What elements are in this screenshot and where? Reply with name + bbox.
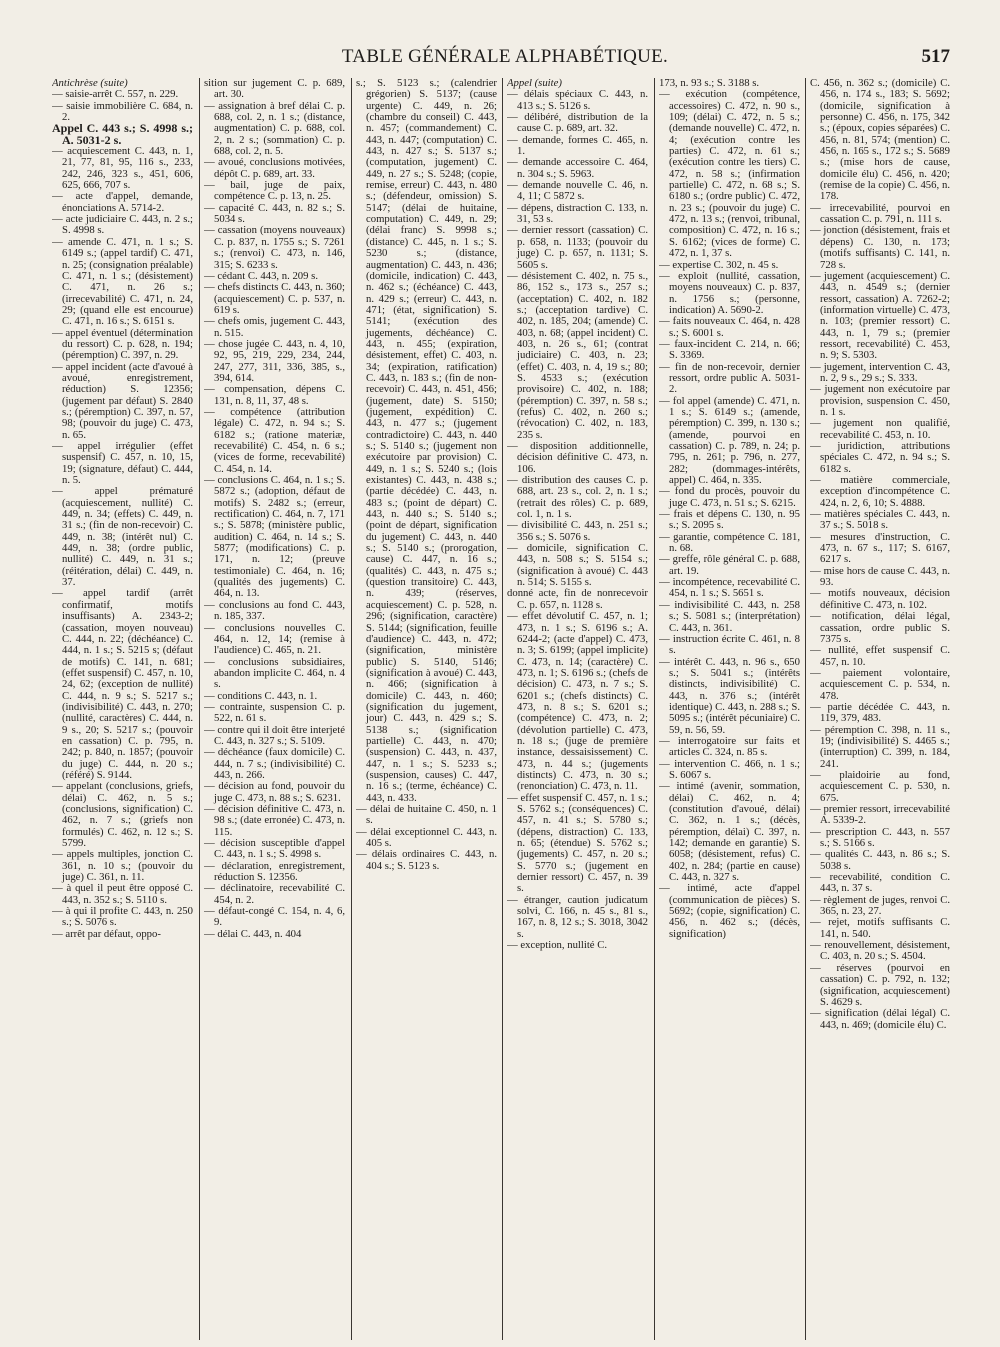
index-entry: — délai de huitaine C. 450, n. 1 s. xyxy=(356,803,497,827)
column-rule xyxy=(351,78,352,1340)
index-entry: — divisibilité C. 443, n. 251 s.; 356 s.; S. 5076 s. xyxy=(507,519,648,543)
index-entry: — appel prématuré (acquiescement, nullité) C. 449, n. 34; (effets) C. 449, n. 31 s.; (fin de non-recevoir) C. 449, n. 38; (intérêt nul) C. 449, n. 38; (ordre public, nullité) C. 449, n. 31 s.; (réitération, délai) C. 449, n. 37. xyxy=(52,485,193,589)
index-entry: Antichrèse (suite) xyxy=(52,78,128,89)
index-entry: C. 456, n. 362 s.; (domicile) C. 456, n. 174 s., 183; S. 5692; (domicile, signification à personne) C. 456, n. 175, 342 s.; (époux, copies séparées) C. 456, n. 81, 574; (mention) C. 456, n. 165 s., 172 s.; S. 5689 s.; (mise hors de cause, domicile élu) C. 456, n. 420; (remise de la copie) C. 456, n. 178. xyxy=(810,78,950,203)
index-entry: — renouvellement, désistement, C. 403, n. 20 s.; S. 4504. xyxy=(810,939,950,963)
index-entry: — compensation, dépens C. 131, n. 8, 11, 37, 48 s. xyxy=(204,383,345,407)
index-entry: — délais ordinaires C. 443, n. 404 s.; S. 5123 s. xyxy=(356,848,497,872)
index-entry: — fin de non-recevoir, dernier ressort, ordre public A. 5031-2. xyxy=(659,360,800,396)
index-column-4 xyxy=(507,78,648,1340)
index-entry: — intervention C. 466, n. 1 s.; S. 6067 s. xyxy=(659,757,800,781)
index-entry: — partie décédée C. 443, n. 119, 379, 483. xyxy=(810,700,950,725)
index-entry: — contrainte, suspension C. p. 522, n. 61 s. xyxy=(204,700,345,725)
index-entry: — décision susceptible d'appel C. 443, n. 1 s.; S. 4998 s. xyxy=(204,837,345,861)
index-entry: — plaidoirie au fond, acquiescement C. p. 530, n. 675. xyxy=(810,768,950,804)
index-entry: Appel (suite) xyxy=(507,78,562,89)
index-entry: — conditions C. 443, n. 1. xyxy=(204,689,318,702)
index-entry: — incompétence, recevabilité C. 454, n. 1 s.; S. 5651 s. xyxy=(659,576,800,600)
index-entry: — compétence (attribution légale) C. 472, n. 94 s.; S. 6182 s.; (ratione materiæ, recevabilité) C. 454, n. 6 s.; (vices de forme, recevabilité) C. 454, n. 14. xyxy=(204,405,345,475)
index-entry: — chefs distincts C. 443, n. 360; (acquiescement) C. p. 537, n. 619 s. xyxy=(204,281,345,316)
index-entry: — désistement C. 402, n. 75 s., 86, 152 s., 173 s., 257 s.; (acceptation) C. 402, n. 182 s.; (acceptation tardive) C. 402, n. 185, 204; (amende) C. 403, n. 68; (appel incident) C. 403, n. 26 s., 61; (contrat judiciaire) C. 403, n. 23; (effet) C. 403, n. 4, 19 s.; 80; S. 4533 s.; (exécution provisoire) C. 402, n. 188; (péremption) C. 397, n. 58 s.; (refus) C. 402, n. 260 s.; (révocation) C. 402, n. 183, 235 s. xyxy=(507,269,648,441)
index-entry: — demande nouvelle C. 46, n. 4, 11; C 5872 s. xyxy=(507,179,648,203)
column-rule xyxy=(654,78,655,1340)
index-entry: — appel irrégulier (effet suspensif) C. 457, n. 10, 15, 19; (signature, défaut) C. 444, n. 5. xyxy=(52,440,193,487)
index-entry: — premier ressort, irrecevabilité A. 5339-2. xyxy=(810,803,950,827)
column-rule xyxy=(805,78,806,1340)
index-entry: — juridiction, attributions spéciales C. 472, n. 94 s.; S. 6182 s. xyxy=(810,440,950,475)
index-column-2 xyxy=(204,78,345,1340)
index-entry: — irrecevabilité, pourvoi en cassation C. p. 791, n. 111 s. xyxy=(810,201,950,226)
index-entry: — demande, formes C. 465, n. 1. xyxy=(507,133,648,158)
index-entry: — rejet, motifs suffisants C. 141, n. 540. xyxy=(810,916,950,940)
index-entry: — prescription C. 443, n. 557 s.; S. 5166 s. xyxy=(810,825,950,850)
index-entry: — faux-incident C. 214, n. 66; S. 3369. xyxy=(659,337,800,362)
index-entry: — arrêt par défaut, oppo- xyxy=(52,927,161,940)
index-entry: — appel éventuel (détermination du ressort) C. p. 628, n. 194; (péremption) C. 397, n. 29. xyxy=(52,326,193,362)
index-entry: — appel tardif (arrêt confirmatif, motifs insuffisants) A. 2343-2; (cassation, moyen nouveau) C. 444, n. 22; (déchéance) C. 444, n. 1 s.; S. 5215 s; (défaut de motifs) C. 141, n. 681; (effet suspensif) C. 457, n. 10, 24, 62; (exception de nullité) C. 444, n. 9 s.; S. 5217 s.; (indivisibilité) C. 443, n. 270; (nullité, caractères) C. 444, n. 9 s., 20; S. 5217 s.; (pouvoir en cassation) C. p. 795, n. 242; p. 840, n. 1857; (pouvoir du juge) C. 444, n. 20 s.; (référé) S. 9144. xyxy=(52,587,193,781)
index-entry: — greffe, rôle général C. p. 688, art. 19. xyxy=(659,553,800,577)
index-entry: — interrogatoire sur faits et articles C. 324, n. 85 s. xyxy=(659,734,800,759)
index-entry: — dépens, distraction C. 133, n. 31, 53 s. xyxy=(507,201,648,226)
index-entry: — intimé (avenir, sommation, délai) C. 462, n. 4; (constitution d'avoué, délai) C. 362, n. 1 s.; (décès, péremption, délai) C. 397, n. 142; demande en garantie) S. 6058; (désistement, refus) C. 402, n. 284; (partie en cause) C. 443, n. 327 s. xyxy=(659,780,800,884)
page-number: 517 xyxy=(921,46,950,67)
index-entry: — acquiescement C. 443, n. 1, 21, 77, 81, 95, 116 s., 233, 242, 246, 323 s., 451, 606, 625, 666, 707 s. xyxy=(52,145,193,192)
index-entry: — mise hors de cause C. 443, n. 93. xyxy=(810,564,950,589)
index-entry: — saisie-arrêt C. 557, n. 229. xyxy=(52,88,179,101)
index-entry: — intérêt C. 443, n. 96 s., 650 s.; S. 5041 s.; (intérêts distincts, indivisibilité) C. 443, n. 376 s.; (intérêt identique) C. 443, n. 288 s.; S. 5095 s.; (intérêt pécuniaire) C. 59, n. 56, 59. xyxy=(659,655,800,736)
index-entry: — frais et dépens C. 130, n. 95 s.; S. 2095 s. xyxy=(659,508,800,532)
index-entry: — appelant (conclusions, griefs, délai) C. 462, n. 5 s.; (conclusions, signification) C. 462, n. 7 s.; (griefs non formulés) C. 462, n. 12 s.; S. 5799. xyxy=(52,780,193,850)
index-entry: — matière commerciale, exception d'incompétence C. 424, n. 2, 6, 10; S. 4888. xyxy=(810,474,950,509)
index-entry: — faits nouveaux C. 464, n. 428 s.; S. 6001 s. xyxy=(659,315,800,339)
column-rule xyxy=(199,78,200,1340)
page-header xyxy=(60,46,950,74)
index-entry: — déchéance (faux domicile) C. 444, n. 7 s.; (indivisibilité) C. 443, n. 266. xyxy=(204,746,345,781)
index-entry: — recevabilité, condition C. 443, n. 37 s. xyxy=(810,871,950,895)
index-entry: — fond du procès, pouvoir du juge C. 473, n. 51 s.; S. 6215. xyxy=(659,485,800,509)
index-entry: — intimé, acte d'appel (communication de pièces) S. 5692; (copie, signification) C. 456, n. 462 s.; (décès, signification) xyxy=(659,882,800,940)
index-entry: — effet dévolutif C. 457, n. 1; 473, n. 1 s.; S. 6196 s.; A. 6244-2; (acte d'appel) C. 473, n. 3; S. 6199; (appel implicite) C. 473, n. 14; (caractère) C. 473, n. 1; S. 6196 s.; (chefs de décision) C. 473, n. 7 s.; S. 6201 s.; (chefs distincts) C. 473, n. 8 s.; S. 6201 s.; (compétence) C. 473, n. 2; (dévolution partielle) C. 473, n. 18 s.; (juge de première instance, dessaisissement) C. 473, n. 44 s.; (jugements distincts) C. 473, n. 30 s.; (renonciation) C. 473, n. 11. xyxy=(507,610,648,793)
index-entry: — effet suspensif C. 457, n. 1 s.; S. 5762 s.; (conséquences) C. 457, n. 41 s.; S. 5780 s.; (dépens, distraction) C. 133, n. 65; (étendue) S. 5762 s.; (jugements) C. 457, n. 20 s.; S. 5770 s.; (jugement en dernier ressort) C. 457, n. 39 s. xyxy=(507,791,648,895)
index-entry: — chose jugée C. 443, n. 4, 10, 92, 95, 219, 229, 234, 244, 247, 277, 311, 336, 385, s., 394, 614. xyxy=(204,337,345,384)
index-entry: — demande accessoire C. 464, n. 304 s.; S. 5963. xyxy=(507,156,648,180)
index-column-5 xyxy=(659,78,800,1340)
index-entry: — garantie, compétence C. 181, n. 68. xyxy=(659,530,800,555)
index-column-6 xyxy=(810,78,950,1340)
index-entry: — acte judiciaire C. 443, n. 2 s.; S. 4998 s. xyxy=(52,213,193,237)
index-entry: — à quel il peut être opposé C. 443, n. 352 s.; S. 5110 s. xyxy=(52,882,193,906)
index-entry: — jugement (acquiescement) C. 443, n. 4549 s.; (dernier ressort, cassation) A. 7262-2; (information virtuelle) C. 473, n. 103; (premier ressort) C. 443, n. 1, 79 s.; (premier ressort, recevabilité) C. 453, n. 9; S. 5303. xyxy=(810,269,950,362)
index-entry: — jugement, intervention C. 43, n. 2, 9 s., 29 s.; S. 333. xyxy=(810,360,950,384)
index-entry: — jugement non qualifié, recevabilité C. 453, n. 10. xyxy=(810,417,950,441)
index-entry: sition sur jugement C. p. 689, art. 30. xyxy=(204,78,345,101)
index-entry: — fol appel (amende) C. 471, n. 1 s.; S. 6149 s.; (amende, péremption) C. 399, n. 130 s.; (amende, pourvoi en cassation) C. p. 789, n. 24; p. 795, n. 261; p. 796, n. 277, 282; (dommages-intérêts, appel) C. 464, n. 335. xyxy=(659,394,800,487)
index-entry: — appels multiples, jonction C. 361, n. 10 s.; (pouvoir du juge) C. 361, n. 11. xyxy=(52,848,193,884)
index-column-3 xyxy=(356,78,497,1340)
index-entry: — disposition additionnelle, décision définitive C. 473, n. 106. xyxy=(507,440,648,475)
index-entry: — matières spéciales C. 443, n. 37 s.; S. 5018 s. xyxy=(810,508,950,532)
index-entry: — capacité C. 443, n. 82 s.; S. 5034 s. xyxy=(204,201,345,226)
index-entry: — délai C. 443, n. 404 xyxy=(204,927,302,940)
index-entry: — mesures d'instruction, C. 473, n. 67 s., 117; S. 6167, 6217 s. xyxy=(810,530,950,566)
index-entry: — motifs nouveaux, décision définitive C. 473, n. 102. xyxy=(810,587,950,611)
index-entry: — instruction écrite C. 461, n. 8 s. xyxy=(659,632,800,657)
index-entry: — distribution des causes C. p. 688, art. 23 s., col. 2, n. 1 s.; (retrait des rôles) C. p. 689, col. 1, n. 1 s. xyxy=(507,474,648,521)
index-entry: — conclusions au fond C. 443, n. 185, 337. xyxy=(204,598,345,623)
index-entry: — à qui il profite C. 443, n. 250 s.; S. 5076 s. xyxy=(52,905,193,929)
index-entry: — dernier ressort (cassation) C. p. 658, n. 1133; (pouvoir du juge) C. p. 657, n. 1131; S. 5605 s. xyxy=(507,224,648,271)
index-entry: — conclusions nouvelles C. 464, n. 12, 14; (remise à l'audience) C. 465, n. 21. xyxy=(204,621,345,657)
index-entry: — acte d'appel, demande, énonciations A. 5714-2. xyxy=(52,190,193,214)
index-entry: — cédant C. 443, n. 209 s. xyxy=(204,269,318,282)
index-entry: — exploit (nullité, cassation, moyens nouveaux) C. p. 837, n. 1756 s.; (personne, indication) A. 5690-2. xyxy=(659,269,800,316)
index-entry: — règlement de juges, renvoi C. 365, n. 23, 27. xyxy=(810,893,950,918)
index-entry: — conclusions C. 464, n. 1 s.; S. 5872 s.; (adoption, défaut de motifs) S. 2482 s.; (erreur, rectification) C. 464, n. 7, 171 s.; S. 5878; (ministère public, audition) C. 464, n. 14 s.; S. 5877; (modifications) C. p. 171, n. 12; (preuve testimoniale) C. 464, n. 16; (qualités des jugements) C. 464, n. 13. xyxy=(204,474,345,600)
index-entry: — délibéré, distribution de la cause C. p. 689, art. 32. xyxy=(507,111,648,135)
index-entry: — indivisibilité C. 443, n. 258 s.; S. 5081 s.; (interprétation) C. 443, n. 361. xyxy=(659,598,800,634)
index-entry: — notification, délai légal, cassation, ordre public S. 7375 s. xyxy=(810,610,950,645)
index-column-1 xyxy=(52,78,193,1340)
column-rule xyxy=(502,78,503,1340)
index-entry: — domicile, signification C. 443, n. 508 s.; S. 5154 s.; (signification à avoué) C. 443 n. 514; S. 5155 s. xyxy=(507,542,648,589)
index-entry: — avoué, conclusions motivées, dépôt C. p. 689, art. 33. xyxy=(204,156,345,180)
index-entry: — contre qui il doit être interjeté C. 443, n. 327 s.; S. 5109. xyxy=(204,723,345,747)
index-entry: — signification (délai légal) C. 443, n. 469; (domicile élu) C. xyxy=(810,1007,950,1031)
index-entry: — étranger, caution judicatum solvi, C. 166, n. 45 s., 81 s., 167, n. 8, 12 s.; S. 3018, 3042 s. xyxy=(507,893,648,940)
index-entry: donné acte, fin de nonrecevoir C. p. 657, n. 1128 s. xyxy=(507,587,648,611)
index-entry: — délais spéciaux C. 443, n. 413 s.; S. 5126 s. xyxy=(507,88,648,112)
index-entry: — déclaration, enregistrement, réduction S. 12356. xyxy=(204,859,345,884)
running-title: TABLE GÉNÉRALE ALPHABÉTIQUE. xyxy=(341,46,669,67)
index-entry: — amende C. 471, n. 1 s.; S. 6149 s.; (appel tardif) C. 471, n. 25; (consignation préalable) C. 471, n. 1 s.; (désistement) C. 471, n. 26 s.; (irrecevabilité) C. 471, n. 24, 29; (quand elle est encourue) C. 471, n. 16 s.; S. 6151 s. xyxy=(52,235,193,328)
index-entry: — chefs omis, jugement C. 443, n. 515. xyxy=(204,315,345,339)
index-entry: — cassation (moyens nouveaux) C. p. 837, n. 1755 s.; S. 7261 s.; (renvoi) C. 473, n. 146, 315; S. 6233 s. xyxy=(204,224,345,271)
index-entry: — paiement volontaire, acquiescement C. p. 534, n. 478. xyxy=(810,666,950,702)
index-entry: — délai exceptionnel C. 443, n. 405 s. xyxy=(356,825,497,850)
index-entry: — exécution (compétence, accessoires) C. 472, n. 90 s., 109; (délai) C. 472, n. 5 s.; (demande nouvelle) C. 472, n. 4; (exécution contre les parties) C. 472, n. 61 s.; (exécution contre les tiers) C. 472, n. 58 s.; (infirmation partielle) C. 472, n. 68 s.; S. 6180 s.; (ordre public) C. 472, n. 23 s.; (pouvoir du juge) C. 472, n. 13 s.; (renvoi, tribunal, composition) C. 472, n. 16 s.; S. 6162; (vices de forme) C. 472, n. 1, 37 s. xyxy=(659,88,800,260)
index-entry: — décision au fond, pouvoir du juge C. 473, n. 88 s.; S. 6231. xyxy=(204,780,345,804)
index-entry: — saisie immobilière C. 684, n. 2. xyxy=(52,99,193,124)
index-columns xyxy=(52,78,950,1340)
index-entry: — assignation à bref délai C. p. 688, col. 2, n. 1 s.; (distance, augmentation) C. p. 688, col. 2, n. 2 s.; (sommation) C. p. 688, col. 2, n. 5. xyxy=(204,99,345,158)
index-entry: — péremption C. 398, n. 11 s., 19; (indivisibilité) S. 4465 s.; (interruption) C. 399, n. 184, 241. xyxy=(810,723,950,770)
index-entry: s.; S. 5123 s.; (calendrier grégorien) S. 5137; (cause urgente) C. 449, n. 26; (chambre du conseil) C. 443, n. 457; (commandement) C. 443, n. 447; (computation) C. 443, n. 427 s.; S. 5137 s.; (computation, jugement) C. 449, n. 27 s.; S. 5248; (copie, remise, erreur) C. 443, n. 480 s.; (défendeur, omission) S. 5147; (délai de huitaine, computation) C. 449, n. 29; (délai franc) S. 9998 s.; (distance) C. 445, n. 1 s.; S. 5230 s.; (distance, augmentation) C. 443, n. 436; (domicile, indication) C. 443, n. 462 s.; (échéance) C. 443, n. 429 s.; (erreur) C. 443, n. 471; (état, signification) S. 5141; (exécution des jugements, déchéance) C. 443, n. 455; (expiration, désistement, effet) C. 403, n. 34; (expiration, ratification) C. 443, n. 183 s.; (fin de non-recevoir) C. 443, n. 451, 456; (jugement, date) S. 5150; (jugement, expédition) C. 443, n. 477 s.; (jugement contradictoire) C. 443, n. 440 s.; S. 5140 s.; (jugement non exécutoire par provision) C. 449, n. 1 s.; S. 5240 s.; (lois existantes) C. 443, n. 438 s.; (partie décédée) C. 443, n. 483 s.; (point de départ) C. 443, n. 440 s.; S. 5140 s.; (point de départ, signification du jugement) C. 443, n. 440 s.; S. 5140 s.; (prorogation, cause) C. 447, n. 16 s.; (qualités) C. 443, n. 475 s.; (question transitoire) C. 443, n. 439; (réserves, acquiescement) C. p. 528, n. 296; (signification, caractère) S. 5144; (signification, feuille d'audience) C. 443, n. 472; (signification, ministère public) S. 5140, 5146; (signification à avoué) C. 443, n. 466; (signification à domicile) C. 443, n. 460; (signification du jugement, jour) C. 443, n. 429 s.; S. 5138 s.; (signification partielle) C. 443, n. 470; (suspension) C. 443, n. 437, 447, n. 1 s.; S. 5233 s.; (suspension, causes) C. 447, n. 16 s.; (terme, échéance) C. 443, n. 433. xyxy=(356,78,497,804)
index-entry: — expertise C. 302, n. 45 s. xyxy=(659,258,779,271)
index-entry: — qualités C. 443, n. 86 s.; S. 5038 s. xyxy=(810,848,950,872)
index-entry: — défaut-congé C. 154, n. 4, 6, 9. xyxy=(204,905,345,929)
index-entry: — déclinatoire, recevabilité C. 454, n. 2. xyxy=(204,882,345,906)
index-entry: — exception, nullité C. xyxy=(507,939,608,952)
index-entry: — appel incident (acte d'avoué à avoué, enregistrement, réduction) S. 12356; (jugement par défaut) S. 2840 s.; (péremption) C. 397, n. 57, 98; (pouvoir du juge) C. 473, n. 65. xyxy=(52,360,193,441)
index-entry: Appel C. 443 s.; S. 4998 s.; A. 5031-2 s. xyxy=(52,121,193,147)
index-entry: — bail, juge de paix, compétence C. p. 13, n. 25. xyxy=(204,179,345,203)
index-entry: — décision définitive C. 473, n. 98 s.; (date erronée) C. 473, n. 115. xyxy=(204,803,345,838)
index-entry: 173, n. 93 s.; S. 3188 s. xyxy=(659,78,760,89)
index-entry: — conclusions subsidiaires, abandon implicite C. 464, n. 4 s. xyxy=(204,655,345,691)
index-entry: — jugement non exécutoire par provision, suspension C. 450, n. 1 s. xyxy=(810,383,950,418)
index-entry: — nullité, effet suspensif C. 457, n. 10. xyxy=(810,644,950,668)
index-entry: — réserves (pourvoi en cassation) C. p. 792, n. 132; (signification, acquiescement) S. 4629 s. xyxy=(810,961,950,1008)
index-entry: — jonction (désistement, frais et dépens) C. 130, n. 173; (motifs suffisants) C. 141, n. 728 s. xyxy=(810,224,950,271)
